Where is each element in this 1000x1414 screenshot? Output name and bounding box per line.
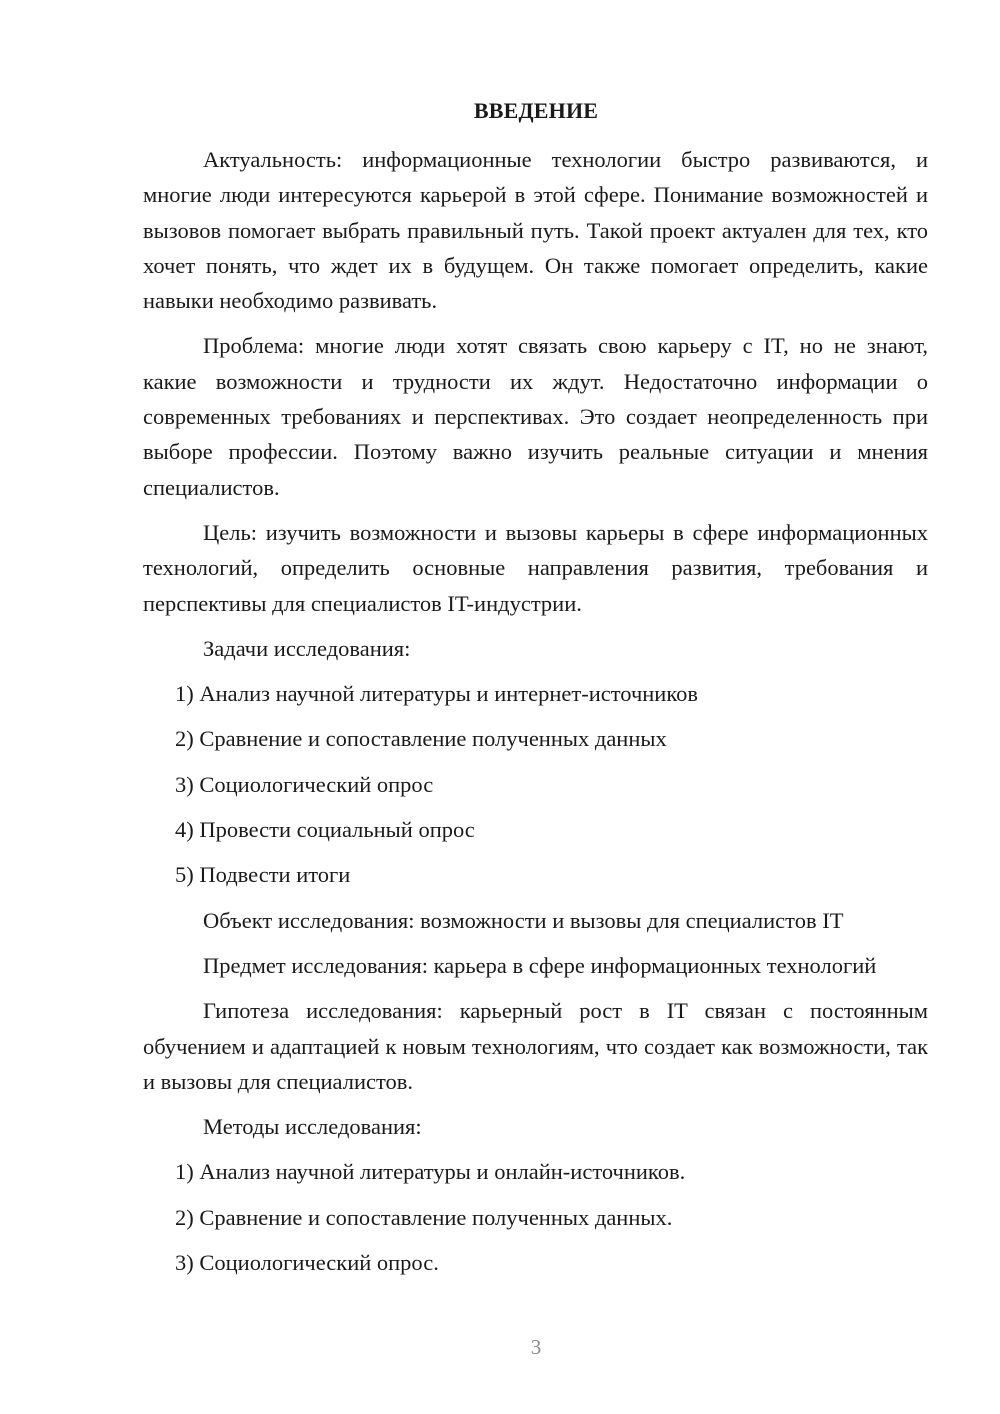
task-list-item: 3) Социологический опрос — [175, 771, 434, 797]
goal-paragraph: Цель: изучить возможности и вызовы карьеры в сфере информационных технологий, определить основные направления развития, требования и перспективы для специалистов IT-индустрии. — [143, 519, 928, 616]
method-list-item: 2) Сравнение и сопоставление полученных данных. — [175, 1204, 673, 1230]
hypothesis-paragraph: Гипотеза исследования: карьерный рост в IT связан с постоянным обучением и адаптацией к новым технологиям, что создает как возможности, так и вызовы для специалистов. — [143, 998, 928, 1094]
subject-paragraph: Предмет исследования: карьера в сфере информационных технологий — [203, 952, 877, 978]
document-body — [143, 142, 928, 1290]
task-list-item: 1) Анализ научной литературы и интернет-источников — [175, 681, 699, 707]
task-list-item: 2) Сравнение и сопоставление полученных данных — [175, 726, 667, 752]
method-list-item: 1) Анализ научной литературы и онлайн-источников. — [175, 1159, 686, 1185]
relevance-paragraph: Актуальность: информационные технологии быстро развиваются, и многие люди интересуются карьерой в этой сфере. Понимание возможностей и вызовов помогает выбрать правильный путь. Такой проект актуален для тех, кто хочет понять, что ждет их в будущем. Он также помогает определить, какие навыки необходимо развивать. — [143, 147, 928, 314]
object-paragraph: Объект исследования: возможности и вызовы для специалистов IT — [203, 907, 844, 933]
tasks-title: Задачи исследования: — [203, 635, 411, 661]
methods-title: Методы исследования: — [203, 1114, 422, 1140]
task-list-item: 4) Провести социальный опрос — [175, 817, 475, 843]
section-heading: ВВЕДЕНИЕ — [473, 98, 599, 123]
method-list-item: 3) Социологический опрос. — [175, 1250, 439, 1276]
problem-paragraph: Проблема: многие люди хотят связать свою карьеру с IT, но не знают, какие возможности и трудности их ждут. Недостаточно информации о современных требованиях и перспективах. Это создает неопределенность при выборе профессии. Поэтому важно изучить реальные ситуации и мнения специалистов. — [143, 333, 928, 500]
page-number: 3 — [530, 1335, 542, 1359]
task-list-item: 5) Подвести итоги — [175, 862, 351, 888]
